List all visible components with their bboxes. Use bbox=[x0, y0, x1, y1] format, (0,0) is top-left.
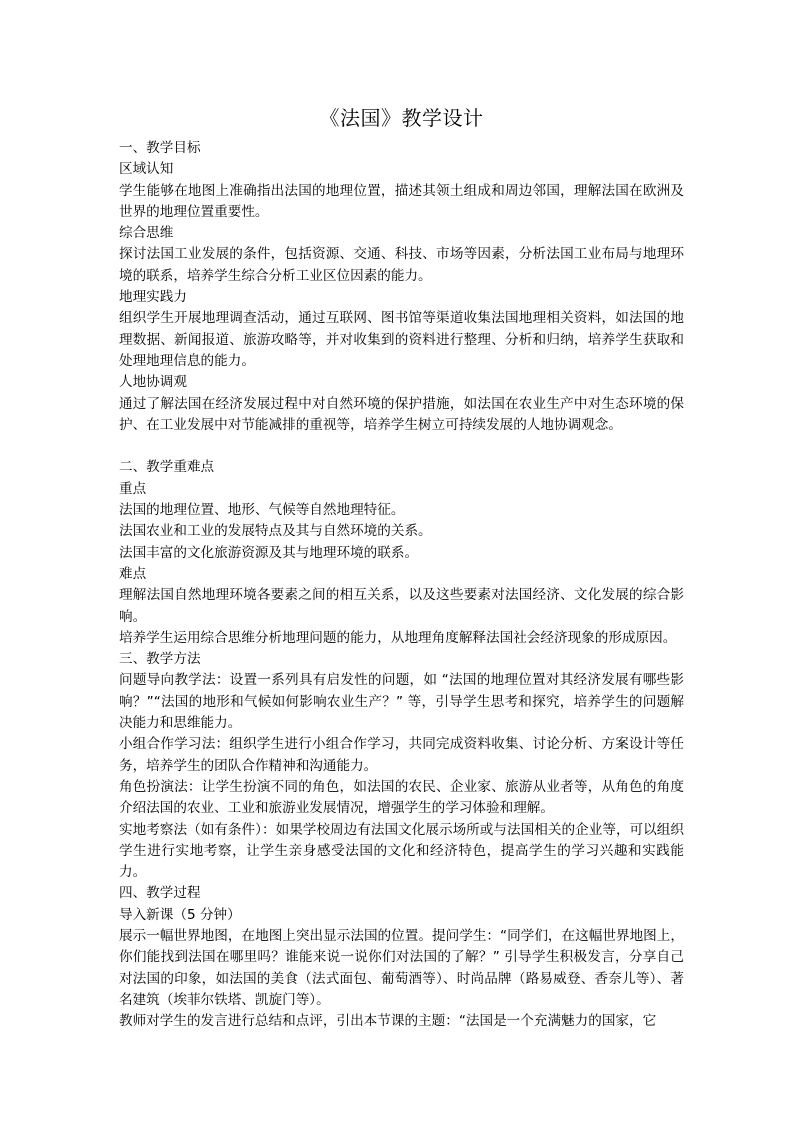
text-paragraph: 理解法国自然地理环境各要素之间的相互关系，以及这些要素对法国经济、文化发展的综合影响。 bbox=[119, 587, 684, 625]
text-paragraph: 角色扮演法：让学生扮演不同的角色，如法国的农民、企业家、旅游从业者等，从角色的角度介绍法国的农业、工业和旅游业发展情况，增强学生的学习体验和理解。 bbox=[119, 778, 684, 817]
blank-line bbox=[119, 436, 684, 457]
text-paragraph: 小组合作学习法：组织学生进行小组合作学习，共同完成资料收集、讨论分析、方案设计等任务，培养学生的团队合作精神和沟通能力。 bbox=[119, 736, 684, 774]
text-paragraph: 区域认知 bbox=[119, 161, 174, 178]
text-paragraph: 法国的地理位置、地形、气候等自然地理特征。 bbox=[119, 502, 405, 519]
document-body bbox=[119, 138, 684, 1032]
text-paragraph: 导入新课（5 分钟） bbox=[119, 906, 241, 923]
text-paragraph: 探讨法国工业发展的条件，包括资源、交通、科技、市场等因素，分析法国工业布局与地理环境的联系，培养学生综合分析工业区位因素的能力。 bbox=[119, 246, 684, 284]
text-paragraph: 难点 bbox=[119, 565, 147, 582]
text-paragraph: 实地考察法（如有条件）：如果学校周边有法国文化展示场所或与法国相关的企业等，可以组织学生进行实地考察，让学生亲身感受法国的文化和经济特色，提高学生的学习兴趣和实践能力。 bbox=[119, 821, 684, 881]
text-paragraph: 一、教学目标 bbox=[119, 140, 201, 156]
text-paragraph: 综合思维 bbox=[119, 225, 174, 242]
text-paragraph: 地理实践力 bbox=[119, 289, 187, 306]
text-paragraph: 通过了解法国在经济发展过程中对自然环境的保护措施，如法国在农业生产中对生态环境的保护、在工业发展中对节能减排的重视等，培养学生树立可持续发展的人地协调观念。 bbox=[119, 395, 684, 433]
document-page bbox=[119, 100, 684, 1032]
document-title: 《法国》教学设计 bbox=[319, 106, 484, 130]
text-paragraph: 培养学生运用综合思维分析地理问题的能力，从地理角度解释法国社会经济现象的形成原因。 bbox=[119, 629, 677, 646]
text-paragraph: 组织学生开展地理调查活动，通过互联网、图书馆等渠道收集法国地理相关资料，如法国的地理数据、新闻报道、旅游攻略等，并对收集到的资料进行整理、分析和归纳，培养学生获取和处理地理信息的能力。 bbox=[119, 310, 684, 369]
text-paragraph: 法国农业和工业的发展特点及其与自然环境的关系。 bbox=[119, 523, 432, 540]
text-paragraph: 重点 bbox=[119, 480, 147, 497]
text-paragraph: 问题导向教学法：设置一系列具有启发性的问题，如 “法国的地理位置对其经济发展有哪些影响？”“法国的地形和气候如何影响农业生产？” 等，引导学生思考和探究，培养学生的问题解决能力和思维能力。 bbox=[119, 672, 684, 732]
text-paragraph: 法国丰富的文化旅游资源及其与地理环境的联系。 bbox=[119, 544, 419, 561]
text-paragraph: 四、教学过程 bbox=[119, 885, 201, 902]
text-paragraph: 教师对学生的发言进行总结和点评，引出本节课的主题：“法国是一个充满魅力的国家，它 bbox=[119, 1013, 657, 1030]
text-paragraph: 展示一幅世界地图，在地图上突出显示法国的位置。提问学生：“同学们，在这幅世界地图上，你们能找到法国在哪里吗？谁能来说一说你们对法国的了解？” 引导学生积极发言，分享自己对法国的印象，如法国的美食（法式面包、葡萄酒等）、时尚品牌（路易威登、香奈儿等）、著名建筑（埃菲尔铁塔、凯旋门等）。 bbox=[119, 927, 684, 1008]
text-paragraph: 二、教学重难点 bbox=[119, 459, 215, 476]
text-paragraph: 人地协调观 bbox=[119, 374, 187, 391]
text-paragraph: 三、教学方法 bbox=[119, 651, 201, 668]
text-paragraph: 学生能够在地图上准确指出法国的地理位置，描述其领土组成和周边邻国，理解法国在欧洲及世界的地理位置重要性。 bbox=[119, 182, 684, 220]
